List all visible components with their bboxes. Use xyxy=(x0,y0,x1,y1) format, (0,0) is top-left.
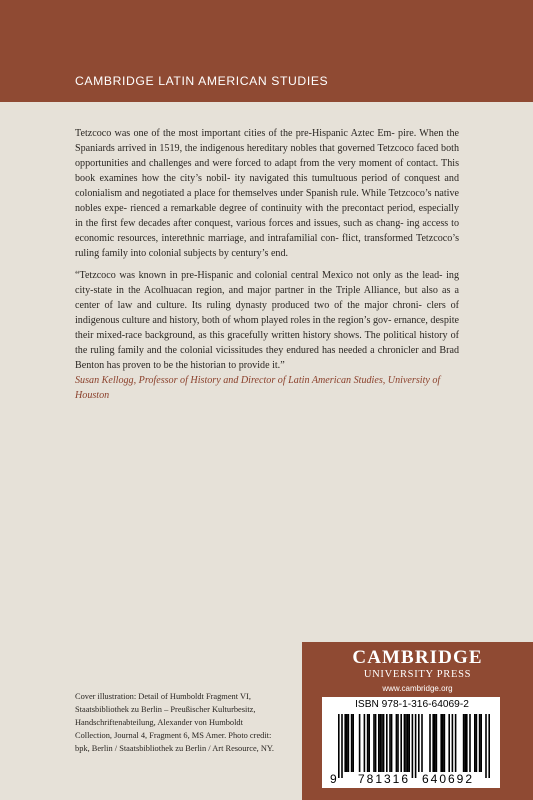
blurb-line: Tetzcoco was one of the most important cities of the pre-Hispanic Aztec Em- xyxy=(75,128,395,139)
blurb-line: ing access to economic resources, interethnic marriage, and intrafamilial con- xyxy=(75,218,460,245)
barcode-digits-left: 781316 xyxy=(357,772,411,786)
blurb-line: adapt from the very moment of contact. This book examines how the city’s nobil- xyxy=(75,158,459,185)
blurb-line: pire. When the Spaniards arrived in 1519, the indigenous hereditary nobles that xyxy=(75,128,459,155)
publisher-url: www.cambridge.org xyxy=(382,684,453,693)
quote-line: “Tetzcoco was known in pre-Hispanic and colonial central Mexico not only as the lead- xyxy=(75,270,443,281)
quote-line: ing city-state in the Acolhuacan region, and major partner in the Triple Alliance, but xyxy=(75,270,459,297)
blurb-line: governed Tetzcoco faced both opportunities and challenges and were forced to xyxy=(75,143,459,170)
cover-illustration-credit: Cover illustration: Detail of Humboldt Fragment VI, Staatsbibliothek zu Berlin – Preußischer Kulturbesitz, Handschriftenabteilung, Alexander von Humboldt Collection, Journal 4, Fragment 6, MS Amer. Photo credit: bpk, Berlin / Staatsbibliothek zu Berlin / Art Resource, NY. xyxy=(75,692,274,754)
quote-line: ernance, despite their mixed-race background, as this gracefully written history shows. xyxy=(75,315,460,342)
blurb-line: flict, transformed Tetzcoco’s ruling family into colonial subjects by century’s end. xyxy=(75,233,459,260)
endorsement-attribution: Susan Kellogg, Professor of History and Director of Latin American Studies, University of Houston xyxy=(75,375,441,402)
quote-line: also as a center of law and culture. Its ruling dynasty produced two of the major chroni- xyxy=(75,285,459,312)
publisher-name: CAMBRIDGE xyxy=(352,647,483,668)
blurb-line: ity navigated this tumultuous period of conquest and colonialism and negotiated xyxy=(75,173,459,200)
isbn-label: ISBN 978-1-316-64069-2 xyxy=(355,699,469,710)
publisher-press: UNIVERSITY PRESS xyxy=(363,669,472,680)
barcode-digits xyxy=(326,712,498,786)
series-title: CAMBRIDGE LATIN AMERICAN STUDIES xyxy=(75,74,329,88)
barcode-digit-first: 9 xyxy=(330,772,337,786)
quote-line: The political history of the ruling family and the colonial vicissitudes they endured has xyxy=(75,330,460,357)
endorsement-quote xyxy=(75,268,459,403)
quote-line: clers of indigenous culture and history, both of whom played roles in the region’s gov- xyxy=(75,300,459,327)
quote-line: needed a chronicler and Brad Benton has proven to be the historian to provide it.” xyxy=(75,345,459,372)
blurb-line: a place for themselves under Spanish rule. While Tetzcoco’s native nobles expe- xyxy=(75,188,459,215)
blurb-line: rienced a remarkable degree of continuity with the precontact period, especially xyxy=(130,203,459,215)
barcode-digits-right: 640692 xyxy=(421,772,475,786)
description-blurb xyxy=(75,126,459,261)
blurb-line: in the first few decades after conquest, various forces and issues, such as chang- xyxy=(75,218,404,230)
